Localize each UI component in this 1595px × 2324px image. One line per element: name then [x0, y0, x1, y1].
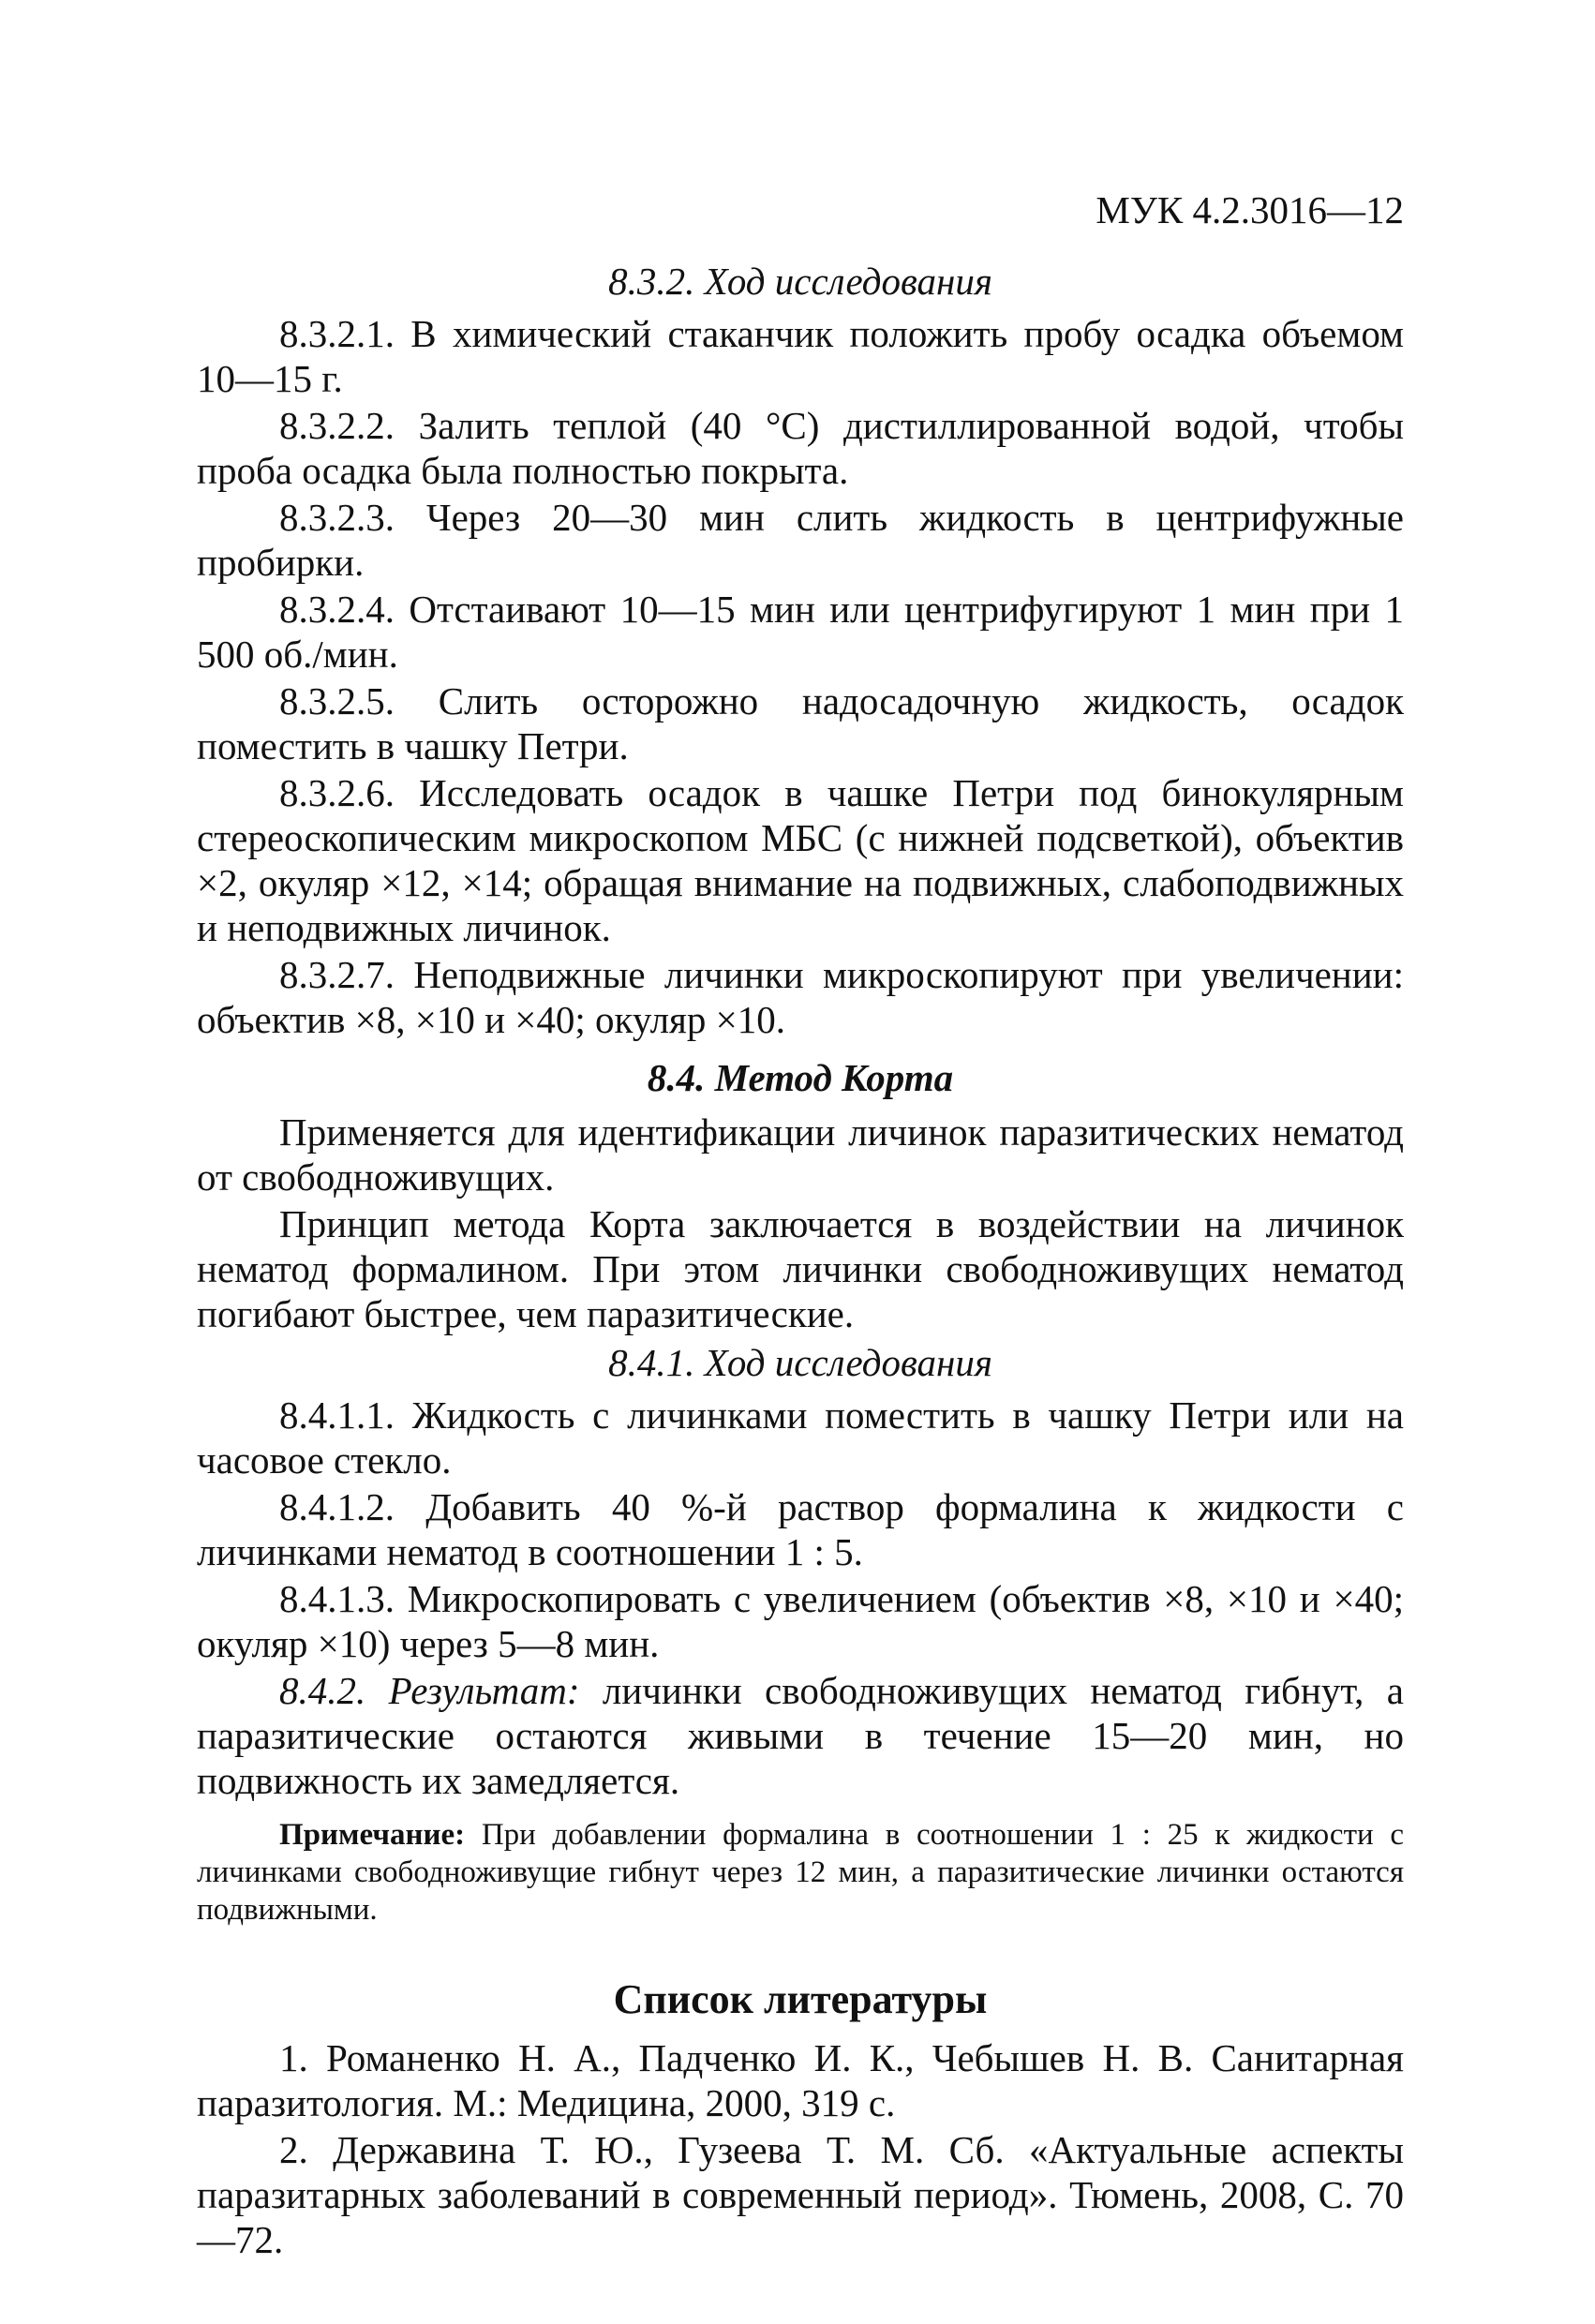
paragraph-purpose: Применяется для идентификации личинок паразитических нематод от свободноживущих.: [197, 1110, 1404, 1199]
paragraph-principle: Принцип метода Корта заключается в воздействии на личинок нематод формалином. При этом личинки свободноживущих нематод погибают быстрее, чем паразитические.: [197, 1202, 1404, 1335]
step-8-3-2-1: 8.3.2.1. В химический стаканчик положить пробу осадка объемом 10—15 г.: [197, 312, 1404, 400]
step-8-3-2-2: 8.3.2.2. Залить теплой (40 °С) дистиллированной водой, чтобы проба осадка была полностью покрыта.: [197, 404, 1404, 492]
result-label: 8.4.2. Результат:: [279, 1669, 580, 1712]
step-8-3-2-7: 8.3.2.7. Неподвижные личинки микроскопируют при увеличении: объектив ×8, ×10 и ×40; окуляр ×10.: [197, 953, 1404, 1041]
step-8-3-2-3: 8.3.2.3. Через 20—30 мин слить жидкость в центрифужные пробирки.: [197, 496, 1404, 584]
note-label: Примечание:: [279, 1818, 466, 1852]
step-8-4-1-1: 8.4.1.1. Жидкость с личинками поместить в чашку Петри или на часовое стекло.: [197, 1393, 1404, 1482]
section-title-8-4: 8.4. Метод Корта: [647, 1056, 954, 1099]
result-text: личинки свободноживущих нематод гибнут, а паразитические остаются живыми в течение 15—20 мин, но подвижность их замедляется.: [197, 1669, 1404, 1802]
step-8-3-2-4: 8.3.2.4. Отстаивают 10—15 мин или центрифугируют 1 мин при 1 500 об./мин.: [197, 588, 1404, 676]
reference-item-1: 1. Романенко Н. А., Падченко И. К., Чебышев Н. В. Санитарная паразитология. М.: Медицина, 2000, 319 с.: [197, 2036, 1404, 2124]
document-code: МУК 4.2.3016—12: [1096, 188, 1404, 231]
result-paragraph: [197, 1668, 1404, 1803]
step-8-4-1-2: 8.4.1.2. Добавить 40 %-й раствор формалина к жидкости с личинками нематод в соотношении 1 : 5.: [197, 1485, 1404, 1573]
reference-item-2: 2. Державина Т. Ю., Гузеева Т. М. Сб. «Актуальные аспекты паразитарных заболеваний в современный период». Тюмень, 2008, С. 70—72.: [197, 2128, 1404, 2261]
step-8-3-2-6: 8.3.2.6. Исследовать осадок в чашке Петри под бинокулярным стереоскопическим микроскопом МБС (с нижней подсветкой), объектив ×2, окуляр ×12, ×14; обращая внимание на подвижных, слабоподвижных и неподвижных личинок.: [197, 771, 1404, 949]
subsection-title-8-3-2: 8.3.2. Ход исследования: [608, 260, 992, 303]
references-title: Список литературы: [613, 1976, 988, 2022]
document-page: [197, 187, 1404, 2264]
note-text: При добавлении формалина в соотношении 1 : 25 к жидкости с личинками свободноживущие гибнут через 12 мин, а паразитические личинки остаются подвижными.: [197, 1818, 1404, 1927]
step-8-3-2-5: 8.3.2.5. Слить осторожно надосадочную жидкость, осадок поместить в чашку Петри.: [197, 679, 1404, 767]
step-8-4-1-3: 8.4.1.3. Микроскопировать с увеличением (объектив ×8, ×10 и ×40; окуляр ×10) через 5—8 мин.: [197, 1577, 1404, 1665]
subsection-title-8-4-1: 8.4.1. Ход исследования: [608, 1341, 992, 1384]
note-paragraph: [197, 1816, 1404, 1929]
